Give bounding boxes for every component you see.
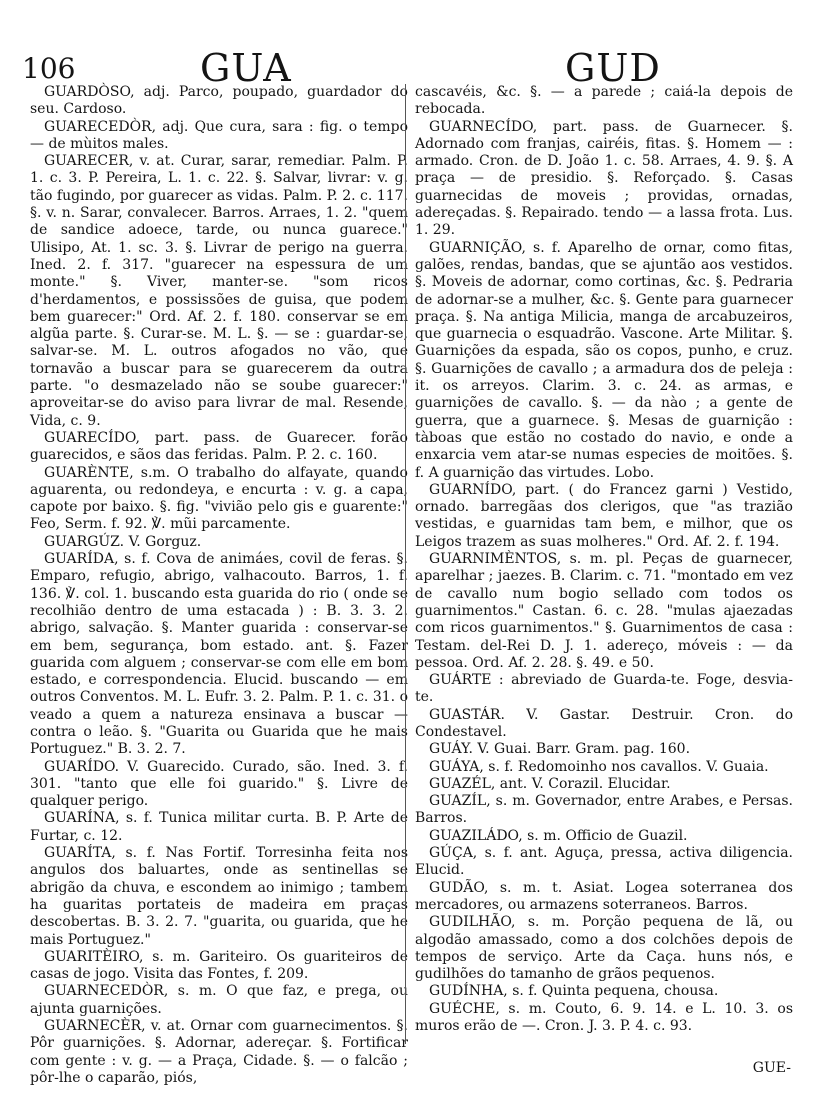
entry-guarina: GUARÍNA, s. f. Tunica militar curta. B. P. Arte de Furtar, c. 12.	[30, 810, 408, 844]
entry-guarente: GUARÈNTE, s.m. O trabalho do alfayate, quando aguarenta, ou redondeya, e encurta : v. g. a capa, capote por baixo. §. fig. "vivião pelo gis e guarente:" Feo, Serm. f. 92. ℣. mũi parcamente.	[30, 464, 408, 533]
entry-guarte: GUÁRTE : abreviado de Guarda-te. Foge, desvia-te.	[415, 672, 793, 706]
entry-guay: GUÁY. V. Guai. Barr. Gram. pag. 160.	[429, 741, 691, 758]
entry-guarecido: GUARECÍDO, part. pass. de Guarecer. forão guarecidos, e sãos das feridas. Palm. P. 2. c. 160.	[30, 429, 408, 464]
entry-continuation: cascavéis, &c. §. — a parede ; caiá-la depois de rebocada.	[415, 84, 793, 118]
entry-guazilado: GUAZILÁDO, s. m. Officio de Guazil.	[429, 827, 688, 844]
entry-gudilhao: GUDILHÃO, s. m. Porção pequena de lã, ou algodão amassado, como a dos colchões depois de tempos de serviço. Arte da Caça. huns nós, e gudilhões do tamanho de grãos pequenos.	[415, 914, 793, 983]
entry-guarnecer: GUARNECÈR, v. at. Ornar com guarnecimentos. §. Pôr guarnições. §. Adornar, adereçar. §. Fortificar com gente : v. g. — a Praça, Cidade. §. — o falcão ; pôr-lhe o caparão, piós,	[30, 1018, 408, 1086]
entry-guarguz: GUARGÚZ. V. Gorguz.	[44, 533, 202, 550]
entry-guazel: GUAZÉL, ant. V. Corazil. Elucidar.	[429, 775, 671, 792]
entry-gueche: GUÉCHE, s. m. Couto, 6. 9. 14. e L. 10. 3. os muros erão de —. Cron. J. 3. P. 4. c. 93.	[415, 1000, 793, 1035]
entry-guastar: GUASTÁR. V. Gastar. Destruir. Cron. do Condestavel.	[415, 706, 793, 740]
entry-guarida: GUARÍDA, s. f. Cova de animáes, covil de feras. §. Emparo, refugio, abrigo, valhacouto. Barros, 1. f. 136. ℣. col. 1. buscando esta guarida do rio ( onde se recolhião dentro de uma estacada ) : B. 3. 3. 2. abrigo, salvação. §. Manter guarida : conservar-se em bem, segurança, bom estado. ant. §. Fazer guarida com alguem ; conservar-se com elle em bom estado, e correspondencia. Elucid. buscando — em outros Conventos. M. L. Eufr. 3. 2. Palm. P. 1. c. 31. o veado a quem a natureza ensinava a buscar — contra o leão. §. "Guarita ou Guarida que he mais Portuguez." B. 3. 2. 7.	[30, 551, 408, 758]
entry-guarnecedor: GUARNECEDÒR, s. m. O que faz, e prega, ou ajunta guarnições.	[30, 983, 408, 1017]
entry-guariteiro: GUARITÈIRO, s. m. Gariteiro. Os guariteiros de casas de jogo. Visita das Fontes, f. 209.	[30, 948, 408, 983]
entry-guarnido: GUARNÍDO, part. ( do Francez garni ) Vestido, ornado. barregãas dos clerigos, que "as trazião vestidas, e guarnidas tam bem, e milhor, que os Leigos trazem as suas molheres." Ord. Af. 2. f. 194.	[415, 481, 793, 550]
entry-guardoso: GUARDÒSO, adj. Parco, poupado, guardador do seu. Cardoso.	[30, 84, 408, 118]
entry-guarecer: GUARECER, v. at. Curar, sarar, remediar. Palm. P. 1. c. 3. P. Pereira, L. 1. c. 22. §. Salvar, livrar: v. g. tão fugindo, por guarecer as vidas. Palm. P. 2. c. 117. §. v. n. Sarar, convalecer. Barros. Arraes, 1. 2. "quem de sandice adoece, tarde, ou nunca guarece." Ulisipo, At. 1. sc. 3. §. Livrar de perigo na guerra. Ined. 2. f. 317. "guarecer na espessura de um monte." §. Viver, manter-se. "som ricos d'herdamentos, e possissões de guisa, que podem bem guarecer:" Ord. Af. 2. f. 180. conservar se em algũa parte. §. Curar-se. M. L. §. — se : guardar-se, salvar-se. M. L. outros afogados no vão, que tornavão a buscar para se guarecerem da outra parte. "o desmazelado não se soube guarecer:" aproveitar-se do aviso para livrar de mal. Resende, Vida, c. 9.	[30, 153, 408, 429]
entry-guaya: GUÁYA, s. f. Redomoinho nos cavallos. V. Guaia.	[429, 758, 769, 775]
left-column	[30, 84, 408, 1087]
entry-guarecedor: GUARECEDÒR, adj. Que cura, sara : fig. o tempo — de mùitos males.	[30, 118, 408, 152]
right-column	[415, 84, 793, 1035]
catchword: GUE-	[752, 1060, 791, 1076]
entry-guarita: GUARÍTA, s. f. Nas Fortif. Torresinha feita nos angulos dos baluartes, onde as sentinellas se abrigão da chuva, e escondem ao inimigo ; tambem ha guaritas portateis de madeira em praças descobertas. B. 3. 2. 7. "guarita, ou guarida, que he mais Portuguez."	[30, 845, 408, 948]
entry-guca: GÚÇA, s. f. ant. Aguça, pressa, activa diligencia. Elucid.	[415, 845, 793, 879]
entry-gudao: GUDÃO, s. m. t. Asiat. Logea soterranea dos mercadores, ou armazens soterraneos. Barros.	[415, 879, 793, 913]
column-divider	[405, 84, 406, 1044]
entry-guarnecido: GUARNECÍDO, part. pass. de Guarnecer. §. Adornado com franjas, cairéis, fitas. §. Homem — : armado. Cron. de D. João 1. c. 58. Arraes, 4. 9. §. A praça — de presidio. §. Reforçado. §. Casas guarnecidas de moveis ; providas, ornadas, adereçadas. §. Repairado. tendo — a lassa frota. Lus. 1. 29.	[415, 118, 793, 239]
right-column-header: GUD	[565, 46, 661, 90]
entry-guarnicao: GUARNIÇÃO, s. f. Aparelho de ornar, como fitas, galões, rendas, bandas, que se ajuntão aos vestidos. §. Moveis de adornar, como cortinas, &c. §. Pedraria de adornar-se a mulher, &c. §. Gente para guarnecer praça. §. Na antiga Milicia, manga de arcabuzeiros, que guarnecia o esquadrão. Vascone. Arte Militar. §. Guarnições da espada, são os copos, punho, e cruz. §. Guarnições de cavallo ; a armadura dos de peleja : it. os arreyos. Clarim. 3. c. 24. as armas, e guarnições de cavallo. §. — da nào ; a gente de guerra, que a guarnece. §. Mesas de guarnição : tàboas que estão no costado do navio, e onde a enxarcia vem atar-se numas especies de moitões. §. f. A guarnição das virtudes. Lobo.	[415, 239, 793, 481]
page-number: 106	[22, 52, 76, 85]
left-column-header: GUA	[200, 46, 292, 90]
entry-guarnimentos: GUARNIMÈNTOS, s. m. pl. Peças de guarnecer, aparelhar ; jaezes. B. Clarim. c. 71. "montado em vez de cavallo num bogio sellado com todos os guarnimentos." Castan. 6. c. 28. "mulas ajaezadas com ricos guarnimentos." §. Guarnimentos de casa : Testam. del-Rei D. J. 1. adereço, móveis : — da pessoa. Ord. Af. 2. 28. §. 49. e 50.	[415, 551, 793, 671]
entry-guazil: GUAZÍL, s. m. Governador, entre Arabes, e Persas. Barros.	[415, 793, 793, 827]
entry-guarido: GUARÍDO. V. Guarecido. Curado, são. Ined. 3. f. 301. "tanto que elle foi guarido." §. Livre de qualquer perigo.	[30, 758, 408, 810]
entry-gudinha: GUDÍNHA, s. f. Quinta pequena, chousa.	[429, 983, 719, 1000]
